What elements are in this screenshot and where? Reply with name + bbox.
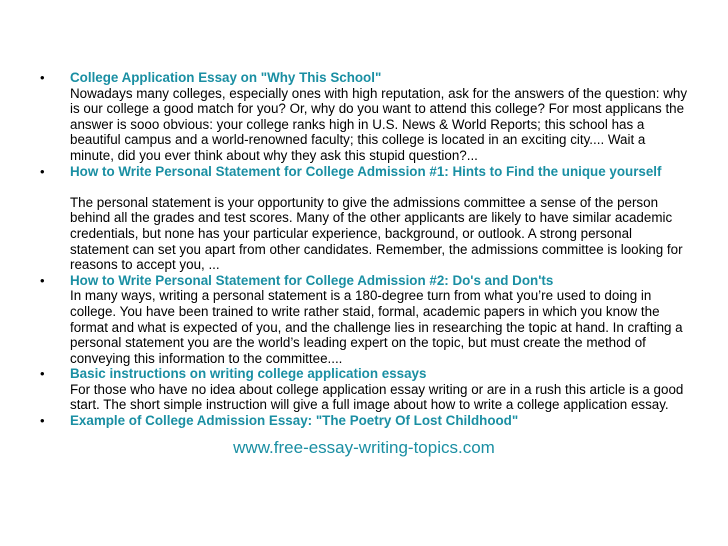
bullet-icon: •	[40, 70, 45, 85]
article-link[interactable]: College Application Essay on "Why This School"	[70, 70, 382, 85]
article-link[interactable]: How to Write Personal Statement for College Admission #2: Do's and Don'ts	[70, 272, 554, 288]
bullet-icon: •	[40, 366, 45, 382]
article-description: In many ways, writing a personal statement is a 180-degree turn from what you’re used to doing in college. You have been trained to write rather staid, formal, academic papers in which you know the format and what is expected of you, and the challenge lies in researching the topic at hand. In crafting a personal statement you are the world’s leading expert on the topic, but must create the method of conveying this information to the committee....	[70, 288, 683, 366]
bullet-icon: •	[40, 272, 45, 288]
list-item	[40, 413, 690, 429]
article-link[interactable]: Basic instructions on writing college application essays	[70, 366, 427, 382]
article-description: The personal statement is your opportunity to give the admissions committee a sense of the person behind all the grades and test scores. Many of the other applicants are likely to have similar academic credentials, but none has your particular experience, background, or outlook. A strong personal statement can set you apart from other candidates. Remember, the admissions committee is looking for reasons to accept you, ...	[70, 194, 683, 273]
list-item	[40, 273, 690, 367]
article-link[interactable]: How to Write Personal Statement for College Admission #1: Hints to Find the unique yourself	[70, 163, 662, 179]
blank-line	[70, 179, 690, 195]
bullet-icon: •	[40, 163, 45, 179]
bullet-icon: •	[40, 413, 45, 429]
list-item	[40, 164, 690, 273]
website-link[interactable]: www.free-essay-writing-topics.com	[233, 438, 495, 457]
list-item	[40, 366, 690, 413]
article-list	[40, 70, 690, 429]
article-description: Nowadays many colleges, especially ones with high reputation, ask for the answers of the question: why is our college a good match for you? Or, why do you want to attend this college? For most applicans the answer is sooo obvious: your college ranks high in U.S. News & World Reports; this school has a beautiful campus and a world-renowned faculty; this college is located in an exciting city.... Wait a minute, did you ever think about why they ask this stupid question?...	[70, 85, 688, 163]
article-link[interactable]: Example of College Admission Essay: "The Poetry Of Lost Childhood"	[70, 413, 519, 429]
article-description: For those who have no idea about college application essay writing or are in a rush this article is a good start. The short simple instruction will give a full image about how to write a college application essay.	[70, 381, 684, 413]
list-item	[40, 70, 690, 164]
